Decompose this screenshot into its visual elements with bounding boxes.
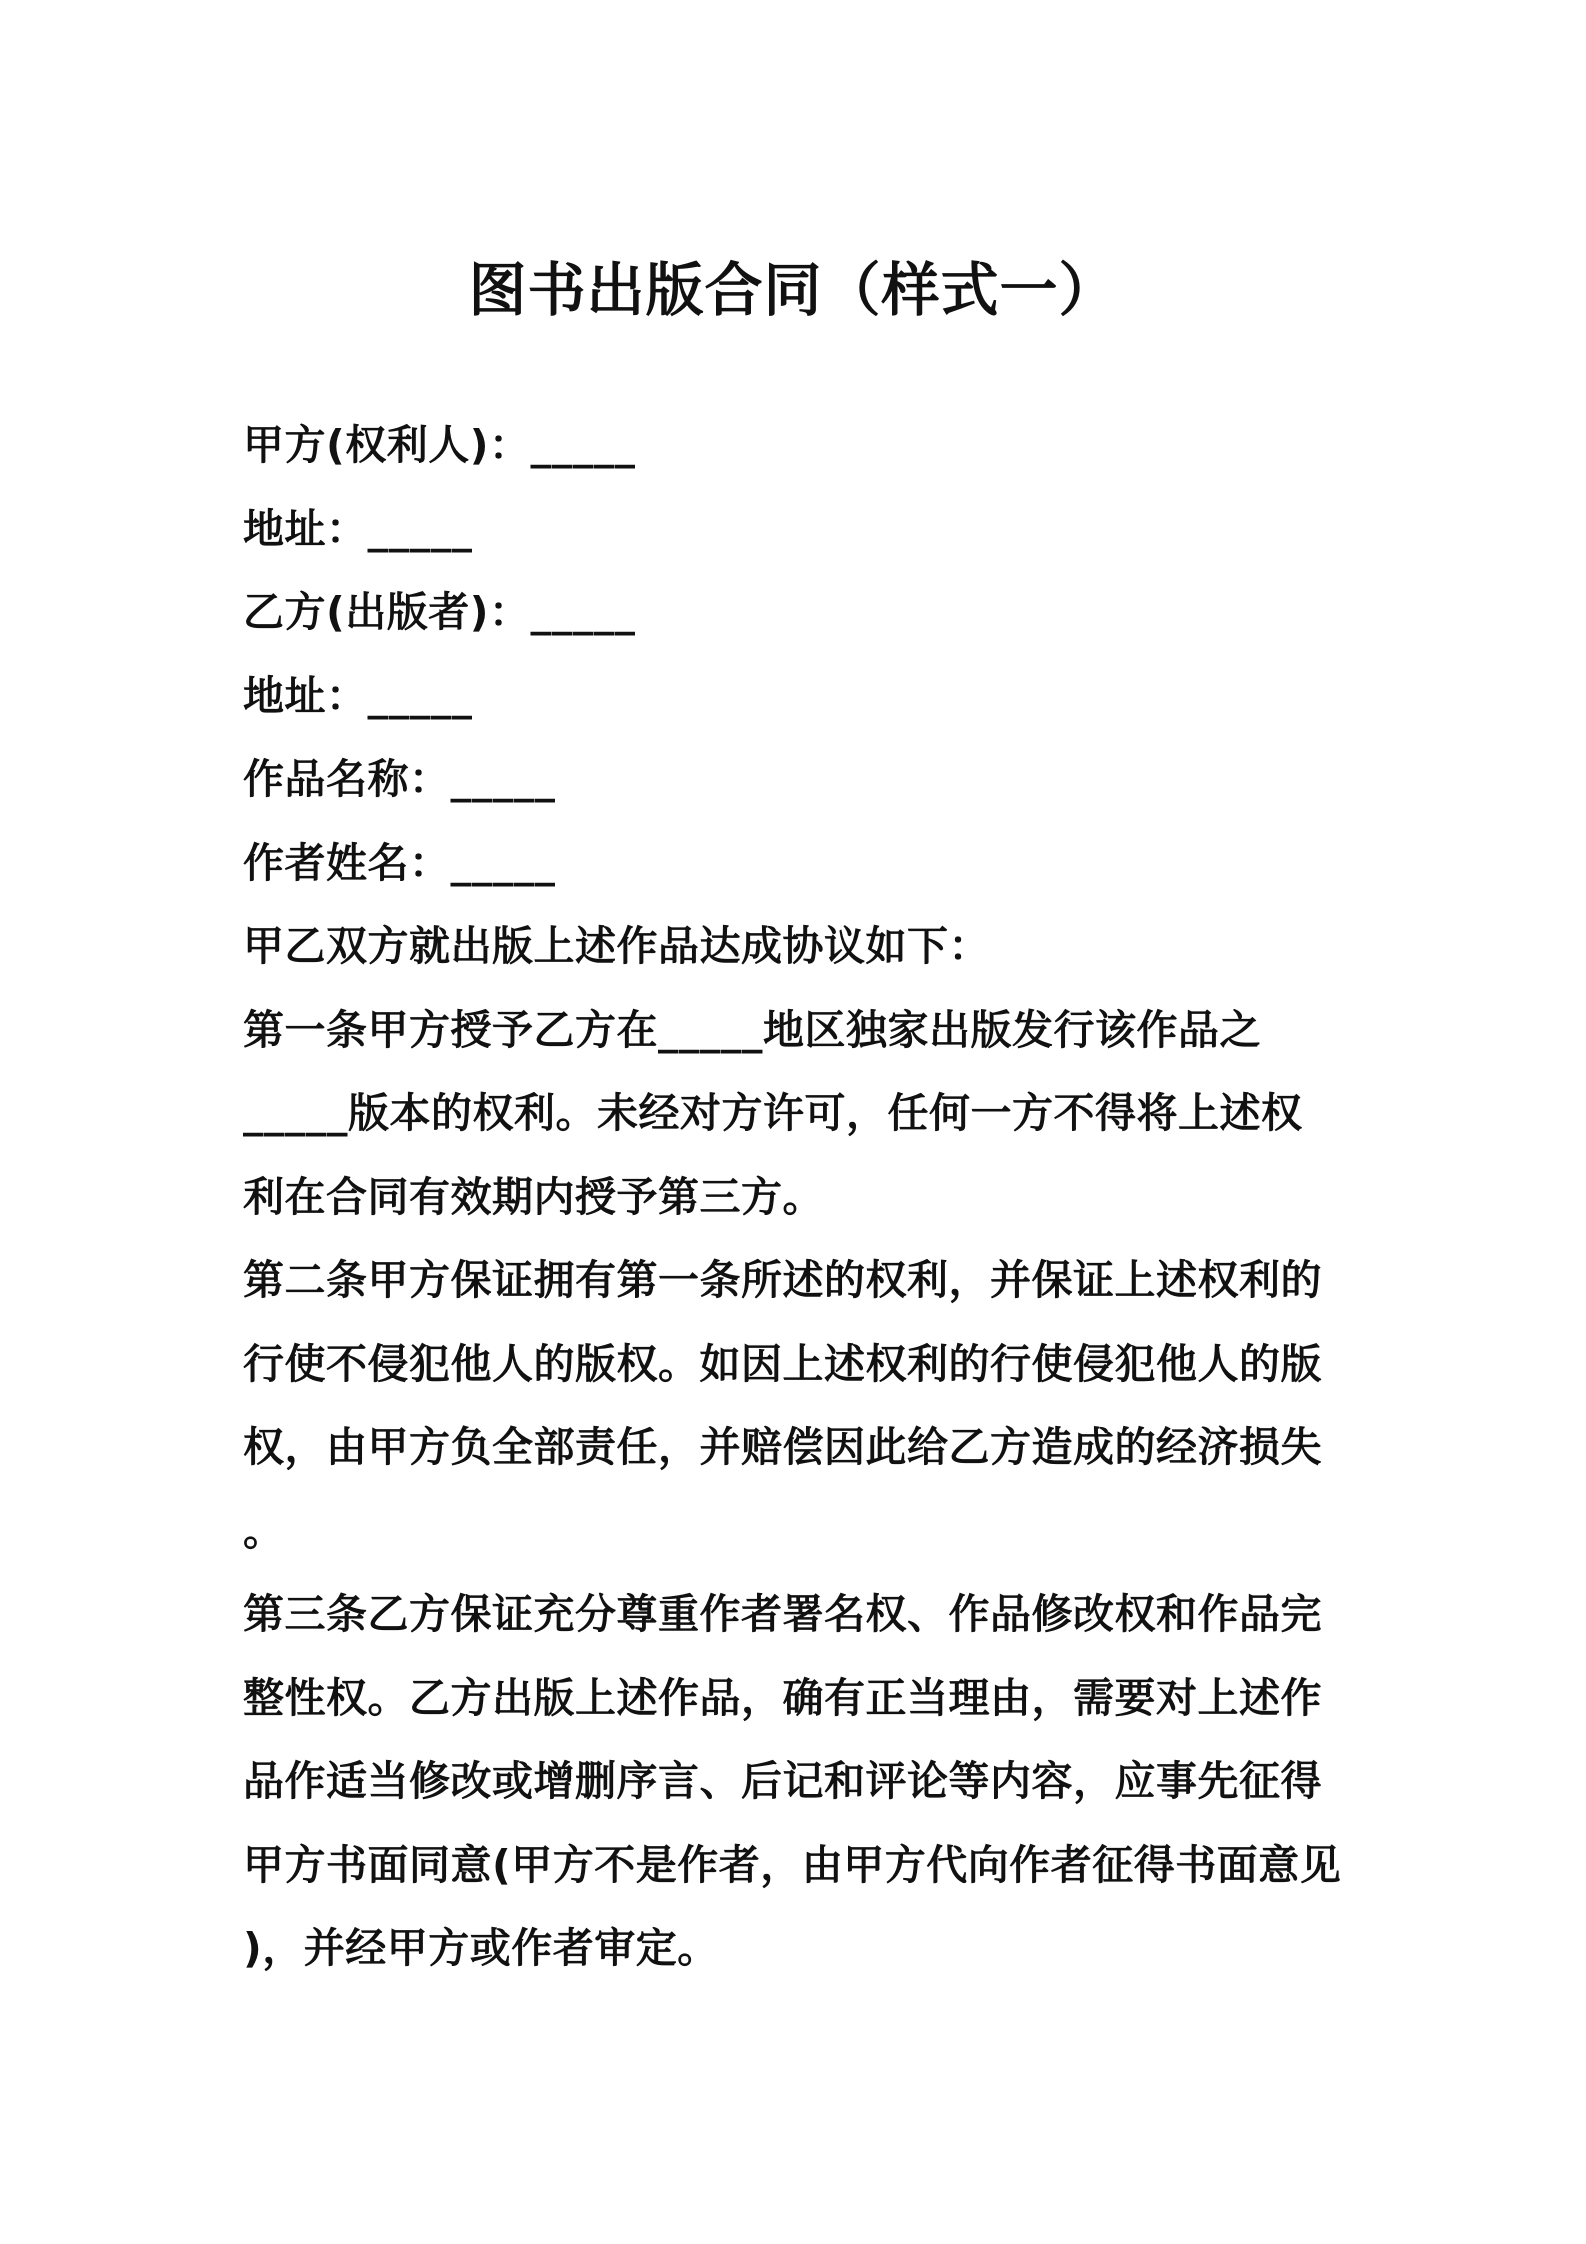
article-1-line-2: _____版本的权利。未经对方许可，任何一方不得将上述权 xyxy=(243,1089,1303,1137)
party-a-address-field: 地址：_____ xyxy=(243,504,473,553)
article-2-line-3: 权，由甲方负全部责任，并赔偿因此给乙方造成的经济损失 xyxy=(243,1423,1322,1471)
article-2-line-2: 行使不侵犯他人的版权。如因上述权利的行使侵犯他人的版 xyxy=(243,1339,1322,1388)
article-1-line-3: 利在合同有效期内授予第三方。 xyxy=(243,1172,824,1221)
work-title-field: 作品名称：_____ xyxy=(243,755,556,803)
party-b-address-field: 地址：_____ xyxy=(243,671,473,720)
party-a-field: 甲方(权利人)：_____ xyxy=(243,421,636,469)
article-3-line-5: )，并经甲方或作者审定。 xyxy=(243,1924,719,1972)
party-b-field: 乙方(出版者)：_____ xyxy=(243,588,636,636)
author-name-field: 作者姓名：_____ xyxy=(243,838,556,887)
article-1-line-1: 第一条甲方授予乙方在_____地区独家出版发行该作品之 xyxy=(243,1005,1261,1054)
document-body xyxy=(243,404,1363,1991)
article-2-line-4: 。 xyxy=(243,1506,285,1555)
document-title: 图书出版合同（样式一） xyxy=(468,256,1118,324)
article-3-line-1: 第三条乙方保证充分尊重作者署名权、作品修改权和作品完 xyxy=(243,1590,1322,1638)
article-3-line-2: 整性权。乙方出版上述作品，确有正当理由，需要对上述作 xyxy=(243,1673,1322,1722)
article-2-line-1: 第二条甲方保证拥有第一条所述的权利，并保证上述权利的 xyxy=(243,1256,1322,1304)
article-3-line-4: 甲方书面同意(甲方不是作者，由甲方代向作者征得书面意见 xyxy=(243,1840,1342,1889)
article-3-line-3: 品作适当修改或增删序言、后记和评论等内容，应事先征得 xyxy=(243,1757,1322,1805)
agreement-intro: 甲乙双方就出版上述作品达成协议如下： xyxy=(243,922,990,970)
